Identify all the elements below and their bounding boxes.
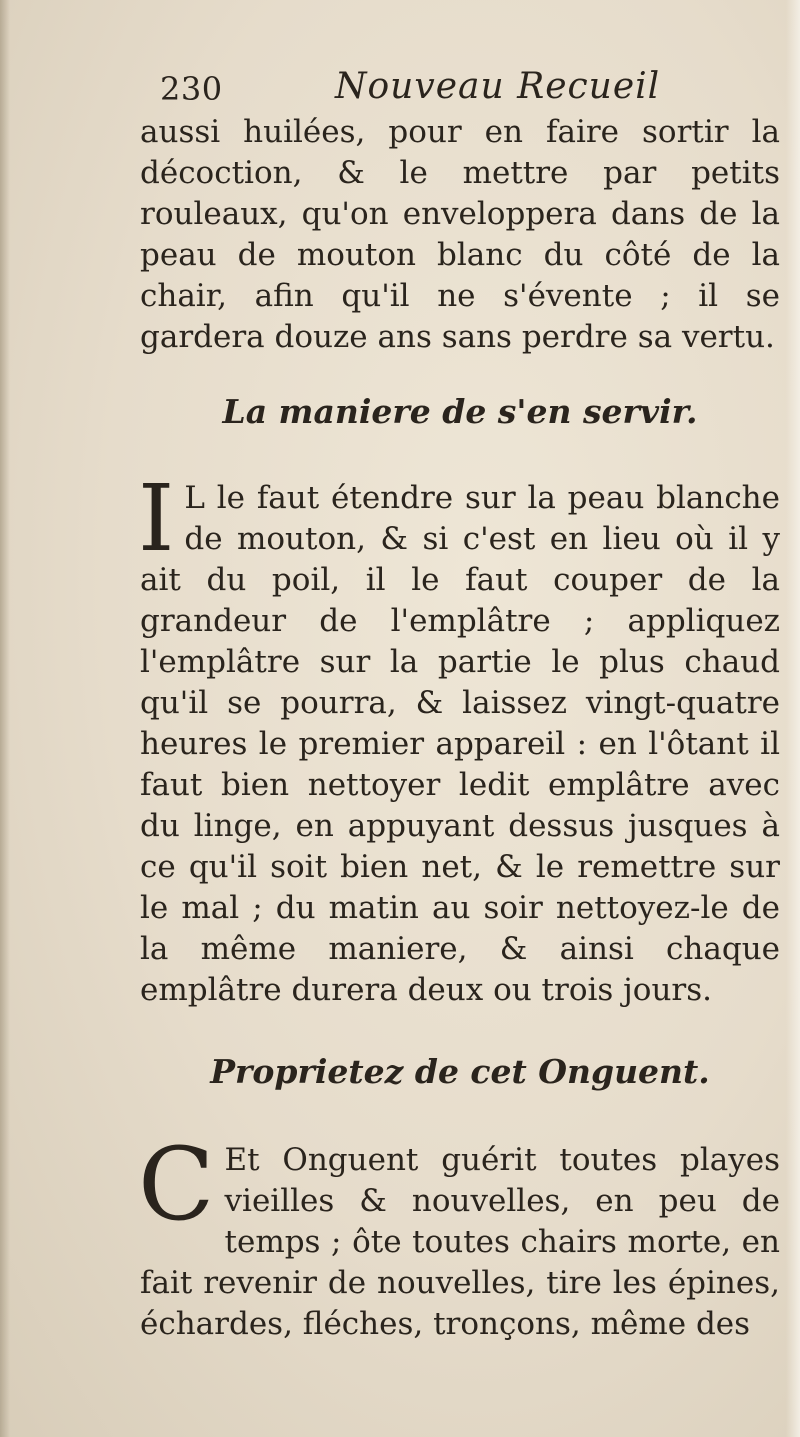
paragraph-continuation: aussi huilées, pour en faire sortir la décoction, & le mettre par petits rouleaux, qu'on enveloppera dans de la peau de mouton blanc du côté de la chair, afin qu'il ne s'évente ; il se gardera douze ans sans perdre sa vertu.: [140, 114, 780, 355]
page-edge-highlight: [786, 0, 800, 1437]
paragraph-properties-text: Et Onguent guérit toutes playes vieilles & nouvelles, en peu de temps ; ôte toutes chairs morte, en fait revenir de nouvelles, tire les épines, échardes, fléches, tronçons, même des: [140, 1142, 780, 1342]
section-heading-properties: Proprietez de cet Onguent.: [210, 1052, 710, 1091]
running-title: Nouveau Recueil: [335, 66, 661, 107]
page-number: 230: [160, 70, 223, 108]
page-header: [160, 66, 760, 114]
paragraph-usage-text: L le faut étendre sur la peau blanche de mouton, & si c'est en lieu où il y ait du poil, il le faut couper de la grandeur de l'emplâtre ; appliquez l'emplâtre sur la partie le plus chaud qu'il se pourra, & laissez vingt-quatre heures le premier appareil : en l'ôtant il faut bien nettoyer ledit emplâtre avec du linge, en appuyant dessus jusques à ce qu'il soit bien net, & le remettre sur le mal ; du matin au soir nettoyez-le de la même maniere, & ainsi chaque emplâtre durera deux ou trois jours.: [140, 480, 780, 1008]
paragraph-usage: [138, 465, 780, 1011]
page-gutter-shadow: [0, 0, 10, 1437]
section-heading-usage: La maniere de s'en servir.: [222, 392, 698, 431]
drop-cap-i: I: [138, 465, 175, 572]
paragraph-properties: [138, 1126, 780, 1345]
drop-cap-c: C: [138, 1126, 215, 1243]
